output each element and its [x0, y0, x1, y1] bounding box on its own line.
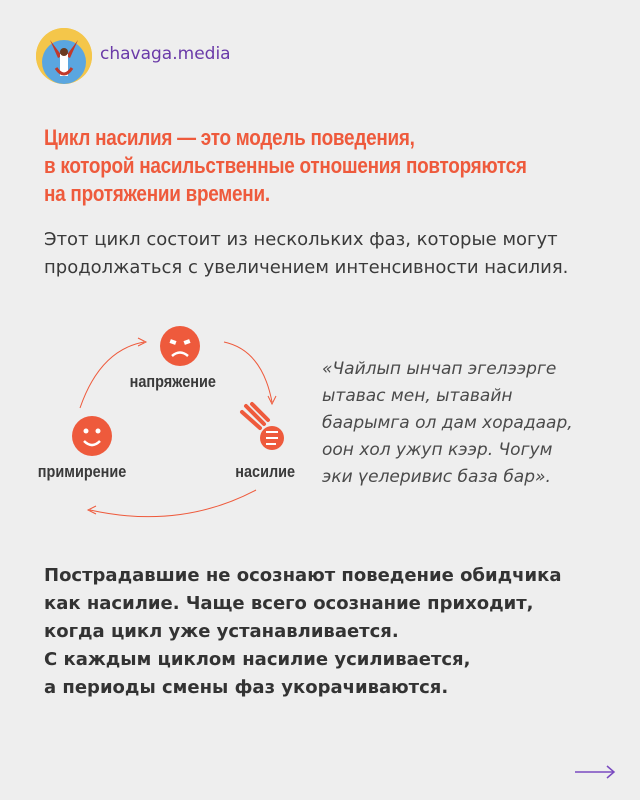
quote-line: баарымга ол дам хорадаар, — [322, 413, 573, 433]
closing-line: а периоды смены фаз укорачиваются. — [44, 677, 449, 698]
closing-line: Пострадавшие не осознают поведение обидчика — [44, 565, 562, 586]
phase-label-violence: насилие — [235, 462, 296, 481]
closing-line: когда цикл уже устанавливается. — [44, 621, 399, 642]
quote-line: «Чайлып ынчап эгелээрге — [322, 359, 557, 379]
closing-line: С каждым циклом насилие усиливается, — [44, 649, 471, 670]
closing-text — [44, 562, 604, 702]
logo-emblem-icon — [36, 28, 92, 84]
closing-line: как насилие. Чаще всего осознание приходит, — [44, 593, 534, 614]
phase-label-reconciliation: примирение — [37, 462, 127, 481]
headline-line: в которой насильственные отношения повторяются — [44, 153, 527, 178]
fist-strike-icon — [242, 404, 284, 450]
intro-line: Этот цикл состоит из нескольких фаз, которые могут — [44, 229, 558, 250]
brand-name[interactable]: chavaga.media — [100, 44, 231, 64]
cycle-arrows — [30, 320, 310, 530]
quote-block — [322, 356, 592, 491]
headline-line: на протяжении времени. — [44, 181, 270, 206]
phase-label-tension: напряжение — [129, 372, 216, 391]
headline-line: Цикл насилия — это модель поведения, — [44, 125, 415, 150]
next-slide-button[interactable] — [574, 764, 616, 780]
smiling-face-icon — [72, 416, 112, 456]
arrow-to-reconciliation — [90, 490, 256, 517]
arrow-right-icon — [574, 764, 616, 780]
angry-face-icon — [160, 326, 200, 366]
quote-line: эки үелеривис база бар». — [322, 467, 551, 487]
violence-cycle-diagram — [30, 320, 310, 530]
arrow-to-violence — [224, 342, 272, 402]
quote-line: оон хол ужуп кээр. Чогум — [322, 440, 553, 460]
chavaga-logo — [36, 28, 92, 84]
headline — [44, 124, 604, 208]
intro-text — [44, 226, 614, 282]
quote-line: ытавас мен, ытавайн — [322, 386, 513, 406]
intro-line: продолжаться с увеличением интенсивности насилия. — [44, 257, 569, 278]
